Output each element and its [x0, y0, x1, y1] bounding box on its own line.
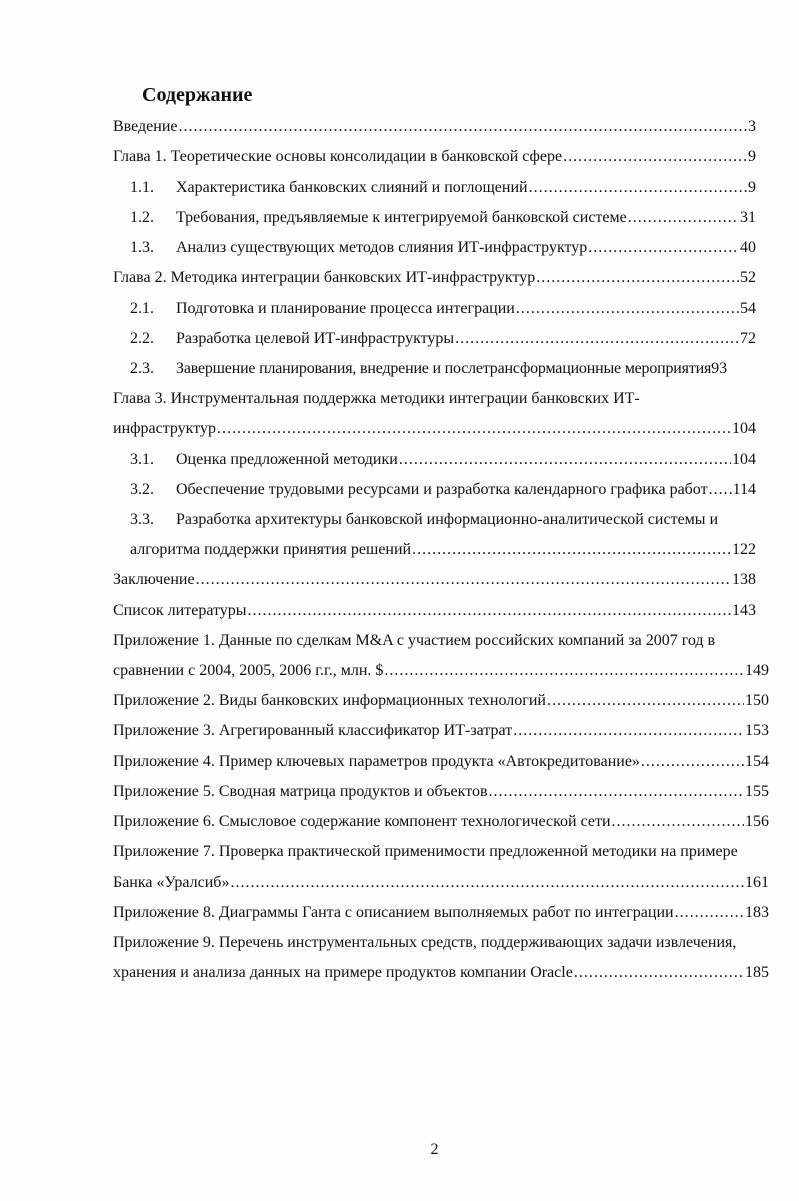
toc-entry-page: 122	[732, 541, 756, 558]
toc-entry-intro[interactable]	[113, 118, 756, 136]
leader-dots	[399, 451, 731, 469]
toc-entry-text: Приложение 5. Сводная матрица продуктов и объектов	[113, 783, 488, 800]
leader-dots	[179, 118, 748, 136]
toc-entry-section-1-1[interactable]	[130, 179, 756, 197]
toc-entry-text: алгоритма поддержки принятия решений	[130, 541, 412, 558]
leader-dots	[641, 753, 744, 771]
toc-entry-page: 143	[732, 602, 756, 619]
toc-entry-section-2-3[interactable]	[130, 360, 758, 378]
toc-entry-number: 1.2.	[130, 209, 154, 226]
toc-entry-page: 150	[745, 692, 769, 709]
toc-entry-page: 72	[740, 330, 756, 347]
toc-entry-appendix-3[interactable]	[113, 722, 769, 740]
toc-entry-section-3-3-line1	[130, 511, 718, 529]
leader-dots	[574, 964, 744, 982]
leader-dots	[547, 692, 744, 710]
toc-entry-text: Завершение планирования, внедрение и послетрансформационные мероприятия	[176, 360, 712, 377]
toc-entry-page: 154	[745, 753, 769, 770]
toc-entry-page: 93	[711, 360, 728, 377]
leader-dots	[455, 330, 739, 348]
toc-entry-number: 3.1.	[130, 451, 154, 468]
leader-dots	[628, 209, 739, 227]
toc-entry-chapter-3-line1: Глава 3. Инструментальная поддержка методики интеграции банковских ИТ-	[113, 390, 640, 407]
toc-entry-bibliography[interactable]	[113, 602, 756, 620]
leader-dots	[384, 662, 744, 680]
toc-entry-page: 185	[745, 964, 769, 981]
toc-entry-section-3-2[interactable]	[130, 481, 756, 499]
toc-entry-text: Характеристика банковских слияний и поглощений	[176, 179, 528, 196]
toc-entry-conclusion[interactable]	[113, 571, 756, 589]
toc-entry-page: 161	[745, 874, 769, 891]
toc-entry-page: 40	[740, 239, 756, 256]
toc-entry-section-3-1[interactable]	[130, 451, 756, 469]
toc-entry-text: Подготовка и планирование процесса интеграции	[176, 300, 515, 317]
toc-entry-number: 1.1.	[130, 179, 154, 196]
toc-entry-page: 155	[745, 783, 769, 800]
toc-entry-number: 3.2.	[130, 481, 154, 498]
toc-entry-text: инфраструктур	[113, 420, 217, 437]
toc-entry-appendix-9-line1: Приложение 9. Перечень инструментальных средств, поддерживающих задачи извлечения,	[113, 934, 737, 951]
toc-entry-appendix-7[interactable]	[113, 874, 769, 892]
toc-entry-section-2-2[interactable]	[130, 330, 756, 348]
toc-entry-text: хранения и анализа данных на примере продуктов компании Oracle	[113, 964, 573, 981]
toc-entry-page: 114	[732, 481, 756, 498]
toc-entry-appendix-7-line1: Приложение 7. Проверка практической применимости предложенной методики на примере	[113, 843, 738, 860]
toc-entry-page: 104	[732, 420, 756, 437]
toc-entry-text: Требования, предъявляемые к интегрируемой банковской системе	[176, 209, 627, 226]
toc-entry-text: Разработка целевой ИТ-инфраструктуры	[176, 330, 455, 347]
toc-entry-section-3-3[interactable]	[130, 541, 756, 559]
toc-entry-text: Глава 1. Теоретические основы консолидации в банковской сфере	[113, 148, 563, 165]
leader-dots	[248, 602, 731, 620]
toc-entry-text: Приложение 3. Агрегированный классификатор ИТ-затрат	[113, 722, 513, 739]
toc-entry-chapter-2[interactable]	[113, 269, 756, 287]
toc-entry-appendix-4[interactable]	[113, 753, 769, 771]
toc-entry-page: 149	[745, 662, 769, 679]
toc-entry-text: Список литературы	[113, 602, 247, 619]
toc-entry-appendix-1-line1: Приложение 1. Данные по сделкам M&A с участием российских компаний за 2007 год в	[113, 632, 716, 649]
toc-entry-text: Анализ существующих методов слияния ИТ-инфраструктур	[176, 239, 588, 256]
leader-dots	[529, 179, 747, 197]
leader-dots	[709, 481, 732, 499]
toc-entry-page: 138	[732, 571, 756, 588]
leader-dots	[536, 269, 739, 287]
toc-entry-page: 183	[745, 904, 769, 921]
toc-entry-text: Банка «Уралсиб»	[113, 874, 230, 891]
toc-entry-text: Приложение 2. Виды банковских информационных технологий	[113, 692, 546, 709]
toc-entry-page: 156	[745, 813, 769, 830]
toc-entry-appendix-8[interactable]	[113, 904, 769, 922]
toc-entry-text: Глава 2. Методика интеграции банковских ИТ-инфраструктур	[113, 269, 536, 286]
toc-entry-chapter-3[interactable]	[113, 420, 756, 438]
leader-dots	[230, 874, 744, 892]
leader-dots	[412, 541, 731, 559]
toc-entry-number: 2.3.	[130, 360, 154, 377]
leader-dots	[516, 300, 739, 318]
toc-entry-page: 52	[740, 269, 756, 286]
leader-dots	[196, 571, 731, 589]
leader-dots	[588, 239, 739, 257]
toc-entry-text-line1: Разработка архитектуры банковской информационно-аналитической системы и	[176, 511, 719, 528]
leader-dots	[489, 783, 744, 801]
page-title: Содержание	[142, 84, 253, 106]
leader-dots	[612, 813, 744, 831]
toc-entry-appendix-2[interactable]	[113, 692, 769, 710]
leader-dots	[513, 722, 744, 740]
toc-entry-text: сравнении с 2004, 2005, 2006 г.г., млн. $	[113, 662, 384, 679]
toc-entry-page: 9	[748, 148, 756, 165]
toc-entry-number: 1.3.	[130, 239, 154, 256]
toc-entry-number: 2.1.	[130, 300, 154, 317]
toc-entry-appendix-5[interactable]	[113, 783, 769, 801]
toc-entry-chapter-1[interactable]	[113, 148, 756, 166]
toc-entry-page: 54	[740, 300, 756, 317]
leader-dots	[563, 148, 747, 166]
toc-entry-appendix-9[interactable]	[113, 964, 769, 982]
toc-entry-section-1-3[interactable]	[130, 239, 756, 257]
toc-entry-text: Приложение 8. Диаграммы Ганта с описанием выполняемых работ по интеграции	[113, 904, 674, 921]
leader-dots	[675, 904, 744, 922]
toc-entry-text: Заключение	[113, 571, 195, 588]
toc-entry-text: Оценка предложенной методики	[176, 451, 398, 468]
toc-entry-text: Введение	[113, 118, 178, 135]
toc-entry-section-2-1[interactable]	[130, 300, 756, 318]
toc-entry-page: 3	[748, 118, 756, 135]
toc-entry-number: 2.2.	[130, 330, 154, 347]
toc-entry-appendix-6[interactable]	[113, 813, 769, 831]
toc-entry-section-1-2[interactable]	[130, 209, 756, 227]
toc-entry-text: Приложение 4. Пример ключевых параметров продукта «Автокредитование»	[113, 753, 640, 770]
toc-entry-appendix-1[interactable]	[113, 662, 769, 680]
toc-entry-page: 104	[732, 451, 756, 468]
toc-entry-page: 31	[740, 209, 756, 226]
toc-entry-text: Приложение 6. Смысловое содержание компонент технологической сети	[113, 813, 611, 830]
toc-entry-page: 153	[745, 722, 769, 739]
leader-dots	[217, 420, 731, 438]
toc-entry-number: 3.3.	[130, 511, 154, 528]
toc-entry-page: 9	[748, 179, 756, 196]
toc-entry-text: Обеспечение трудовыми ресурсами и разработка календарного графика работ	[176, 481, 708, 498]
page-number: 2	[430, 1141, 439, 1158]
